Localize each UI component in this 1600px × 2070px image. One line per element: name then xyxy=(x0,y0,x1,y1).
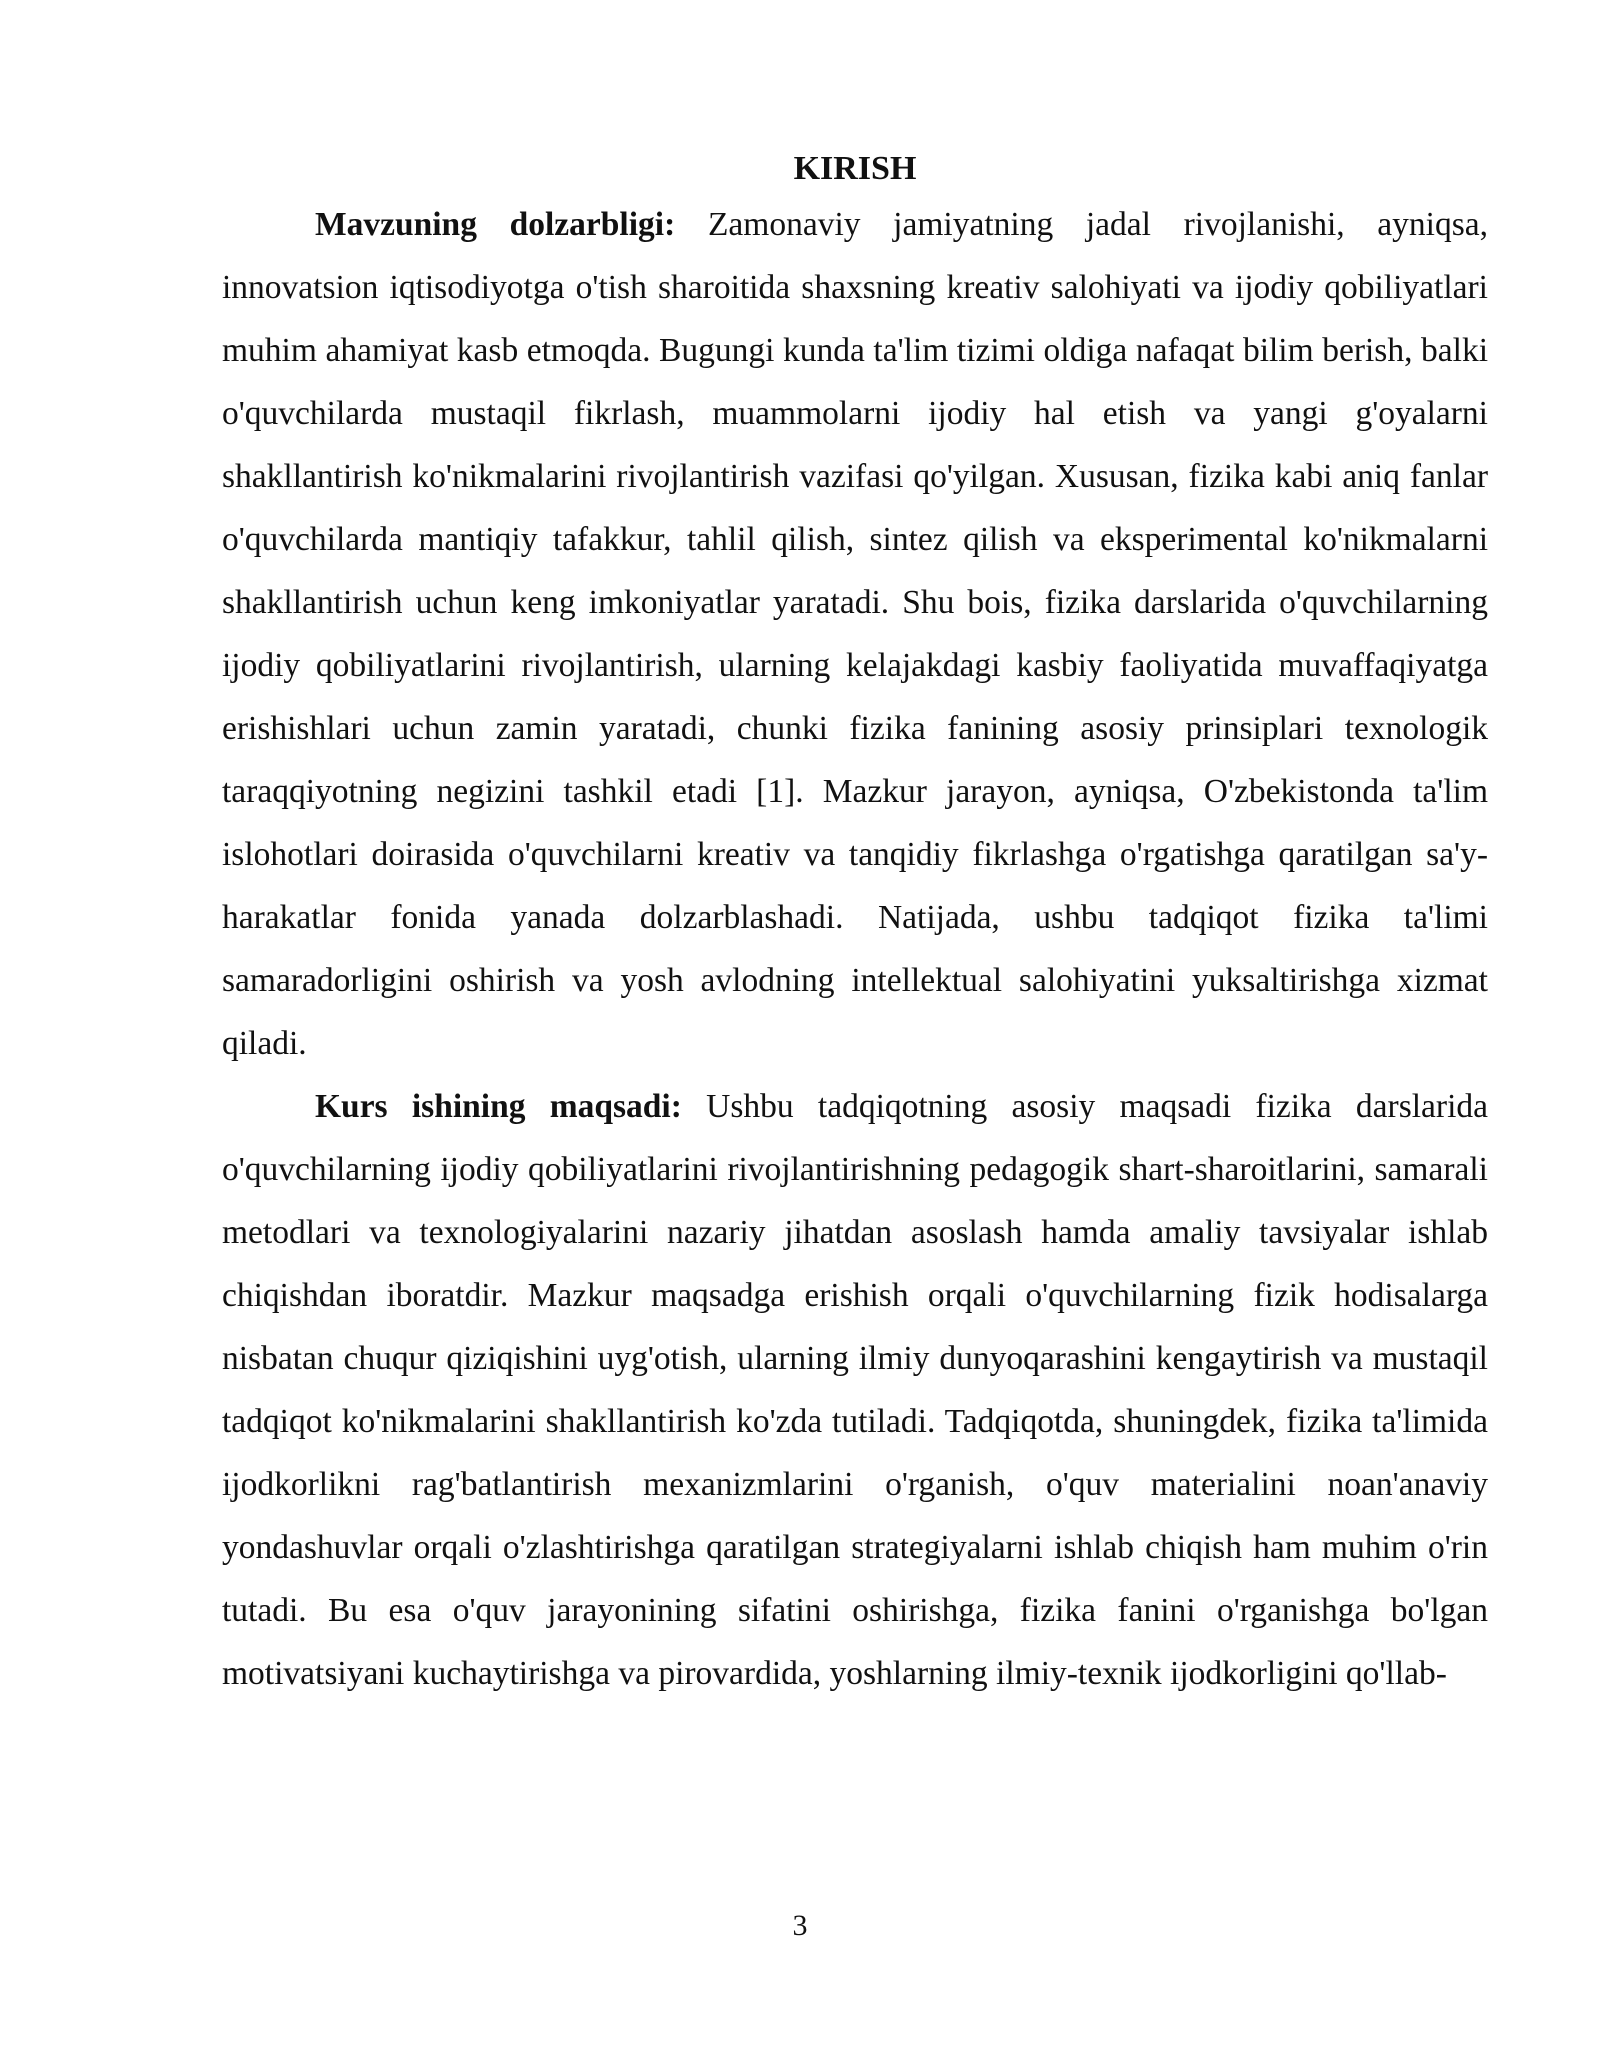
paragraph-goal xyxy=(222,1075,1488,1705)
paragraph-lead-relevance: Mavzuning dolzarbligi: xyxy=(315,206,676,243)
page-title: KIRISH xyxy=(793,150,917,187)
paragraph-text-goal: Ushbu tadqiqotning asosiy maqsadi fizika darslarida o'quvchilarning ijodiy qobiliyatlarini rivojlantirishning pedagogik shart-sharoitlarini, samarali metodlari va texnologiyalarini nazariy jihatdan asoslash hamda amaliy tavsiyalar ishlab chiqishdan iboratdir. Mazkur maqsadga erishish orqali o'quvchilarning fizik hodisalarga nisbatan chuqur qiziqishini uyg'otish, ularning ilmiy dunyoqarashini kengaytirish va mustaqil tadqiqot ko'nikmalarini shakllantirish ko'zda tutiladi. Tadqiqotda, shuningdek, fizika ta'limida ijodkorlikni rag'batlantirish mexanizmlarini o'rganish, o'quv materialini noan'anaviy yondashuvlar orqali o'zlashtirishga qaratilgan strategiyalarni ishlab chiqish ham muhim o'rin tutadi. Bu esa o'quv jarayonining sifatini oshirishga, fizika fanini o'rganishga bo'lgan motivatsiyani kuchaytirishga va pirovardida, yoshlarning ilmiy-texnik ijodkorligini qo'llab- xyxy=(222,1088,1489,1692)
paragraph-lead-goal: Kurs ishining maqsadi: xyxy=(315,1088,682,1125)
paragraph-relevance xyxy=(222,193,1488,1075)
page-number: 3 xyxy=(792,1909,808,1942)
document-page xyxy=(222,145,1488,1705)
paragraph-text-relevance: Zamonaviy jamiyatning jadal rivojlanishi, ayniqsa, innovatsion iqtisodiyotga o'tish sharoitida shaxsning kreativ salohiyati va ijodiy qobiliyatlari muhim ahamiyat kasb etmoqda. Bugungi kunda ta'lim tizimi oldiga nafaqat bilim berish, balki o'quvchilarda mustaqil fikrlash, muammolarni ijodiy hal etish va yangi g'oyalarni shakllantirish ko'nikmalarini rivojlantirish vazifasi qo'yilgan. Xususan, fizika kabi aniq fanlar o'quvchilarda mantiqiy tafakkur, tahlil qilish, sintez qilish va eksperimental ko'nikmalarni shakllantirish uchun keng imkoniyatlar yaratadi. Shu bois, fizika darslarida o'quvchilarning ijodiy qobiliyatlarini rivojlantirish, ularning kelajakdagi kasbiy faoliyatida muvaffaqiyatga erishishlari uchun zamin yaratadi, chunki fizika fanining asosiy prinsiplari texnologik taraqqiyotning negizini tashkil etadi [1]. Mazkur jarayon, ayniqsa, O'zbekistonda ta'lim islohotlari doirasida o'quvchilarni kreativ va tanqidiy fikrlashga o'rgatishga qaratilgan sa'y-harakatlar fonida yanada dolzarblashadi. Natijada, ushbu tadqiqot fizika ta'limi samaradorligini oshirish va yosh avlodning intellektual salohiyatini yuksaltirishga xizmat qiladi. xyxy=(222,206,1489,1062)
